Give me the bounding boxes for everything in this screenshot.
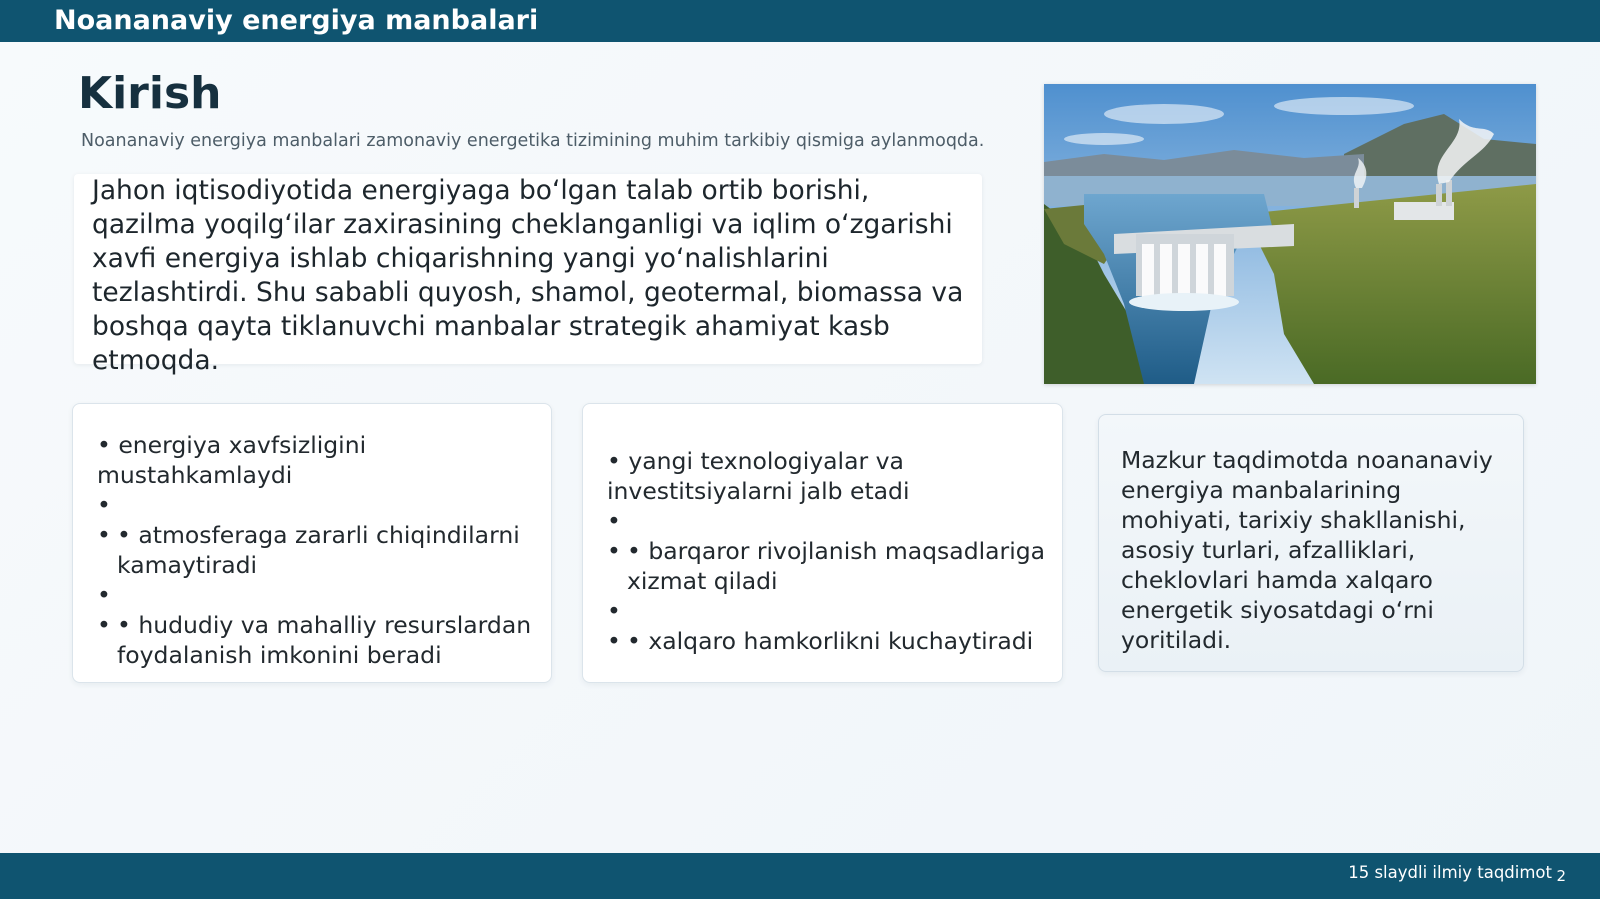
list-item: • yangi texnologiyalar va investitsiyalarni jalb etadi: [607, 447, 910, 505]
list-item: • energiya xavfsizligini mustahkamlaydi: [97, 431, 367, 489]
landscape-illustration: [1044, 84, 1536, 384]
page-number: 2: [1556, 867, 1566, 885]
list-item-text: • hududiy va mahalliy resurslardan foydalanish imkonini beradi: [117, 611, 532, 669]
footer-bar: [0, 853, 1600, 899]
list-item: •: [97, 581, 111, 609]
list-item: • • xalqaro hamkorlikni kuchaytiradi: [607, 627, 1034, 655]
benefits-list-1: [97, 430, 537, 670]
list-item-text: • xalqaro hamkorlikni kuchaytiradi: [627, 627, 1034, 655]
benefits-list-2: [607, 446, 1052, 656]
list-item-text: • atmosferaga zararli chiqindilarni kamaytiradi: [117, 521, 520, 579]
list-item-text: • barqaror rivojlanish maqsadlariga xizmat qiladi: [627, 537, 1046, 595]
list-item: •: [607, 507, 621, 535]
benefits-card-2: [582, 403, 1063, 683]
intro-text: Jahon iqtisodiyotida energiyaga bo‘lgan talab ortib borishi, qazilma yoqilg‘ilar zaxirasining cheklanganligi va iqlim o‘zgarishi xavfi energiya ishlab chiqarishning yangi yo‘nalishlarini tezlashtirdi. Shu sababli quyosh, shamol, geotermal, biomassa va boshqa qayta tiklanuvchi manbalar strategik ahamiyat kasb etmoqda.: [92, 175, 964, 376]
hydro-dam-landscape-image: [1044, 84, 1536, 384]
presentation-title: Noananaviy energiya manbalari: [54, 5, 539, 36]
header-bar: [0, 0, 1600, 42]
list-item: • • hududiy va mahalliy resurslardan foydalanish imkonini beradi: [97, 611, 532, 669]
list-item: •: [97, 491, 111, 519]
footer-label: 15 slaydli ilmiy taqdimot: [1348, 863, 1552, 882]
list-item: • • atmosferaga zararli chiqindilarni kamaytiradi: [97, 521, 520, 579]
slide-heading: Kirish: [78, 68, 222, 119]
list-item: •: [607, 597, 621, 625]
slide-subtitle: Noananaviy energiya manbalari zamonaviy energetika tizimining muhim tarkibiy qismiga aylanmoqda.: [81, 131, 985, 151]
benefits-card-1: [72, 403, 552, 683]
summary-card: [1098, 414, 1524, 672]
summary-text: Mazkur taqdimotda noananaviy energiya manbalarining mohiyati, tarixiy shakllanishi, asosiy turlari, afzalliklari, cheklovlari hamda xalqaro energetik siyosatdagi o‘rni yoritiladi.: [1121, 446, 1493, 654]
list-item: • • barqaror rivojlanish maqsadlariga xizmat qiladi: [607, 537, 1046, 595]
